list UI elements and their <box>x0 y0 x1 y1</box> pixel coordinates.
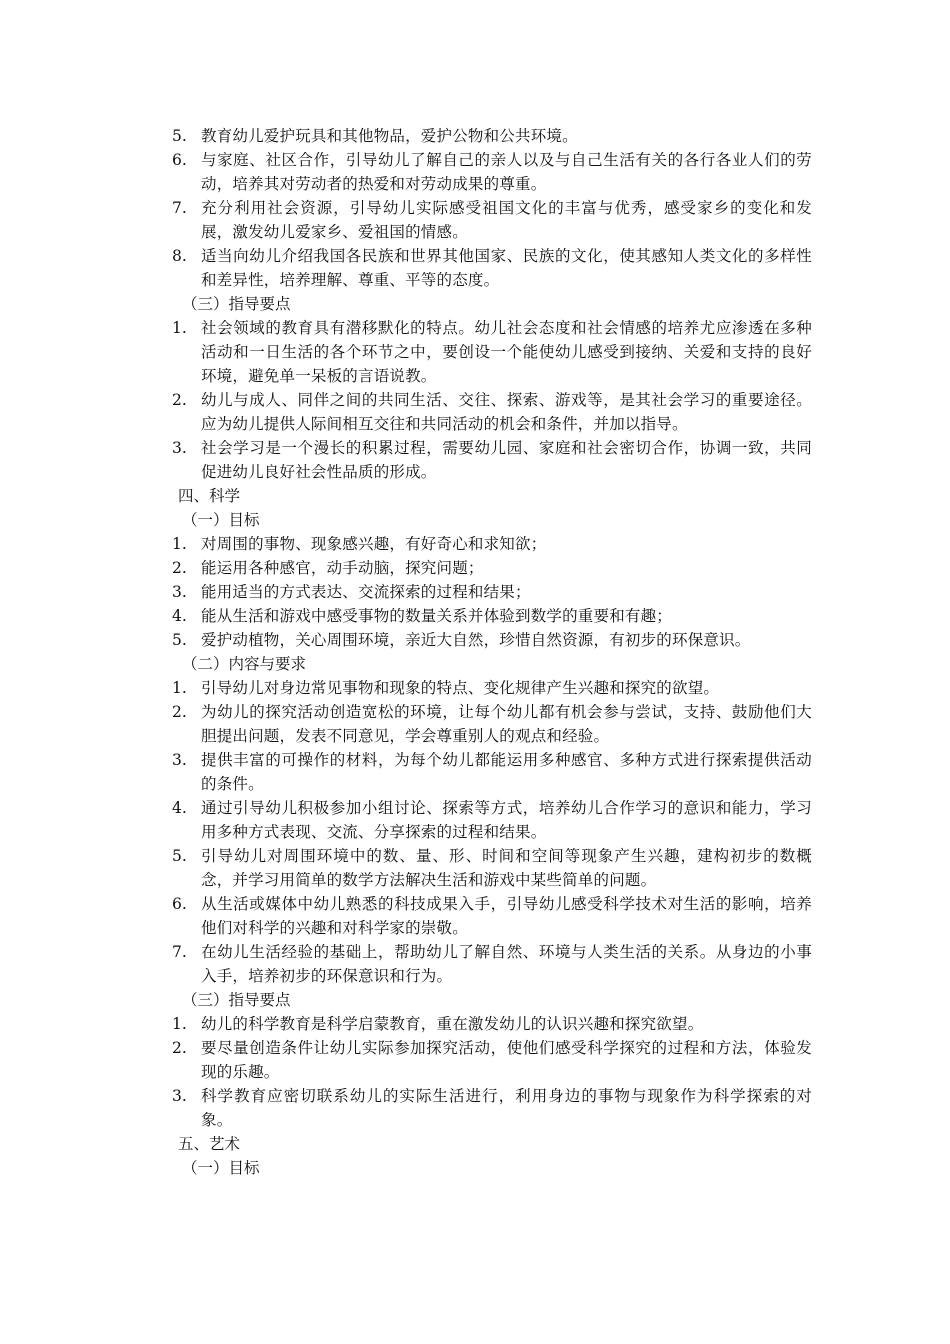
list-item-number: 3. <box>172 439 187 457</box>
list-item-text: 引导幼儿对周围环境中的数、量、形、时间和空间等现象产生兴趣，建构初步的数概念，并学习用简单的数学方法解决生活和游戏中某些简单的问题。 <box>201 847 812 889</box>
list-item-number: 6. <box>172 895 187 913</box>
list-item <box>172 796 812 844</box>
list-item-text: 提供丰富的可操作的材料，为每个幼儿都能运用多种感官、多种方式进行探索提供活动的条件。 <box>201 751 812 793</box>
subsection-heading: （二）内容与要求 <box>182 655 307 673</box>
list-item-number: 5. <box>172 847 187 865</box>
list-item <box>172 316 812 388</box>
list-item-number: 5. <box>172 127 187 145</box>
list-item <box>172 1084 812 1132</box>
list-item <box>172 580 812 604</box>
list-item <box>172 1012 812 1036</box>
list-item-text: 通过引导幼儿积极参加小组讨论、探索等方式，培养幼儿合作学习的意识和能力，学习用多种方式表现、交流、分享探索的过程和结果。 <box>201 799 812 841</box>
section-heading: 四、科学 <box>178 487 241 505</box>
list-item-text: 教育幼儿爱护玩具和其他物品，爱护公物和公共环境。 <box>201 127 578 145</box>
subsection-heading: （一）目标 <box>182 511 260 529</box>
list-item <box>172 604 812 628</box>
list-item-number: 2. <box>172 391 187 409</box>
list-item-number: 1. <box>172 319 187 337</box>
list-item-number: 6. <box>172 151 187 169</box>
section-heading: 五、艺术 <box>178 1135 241 1153</box>
list-item-number: 1. <box>172 1015 187 1033</box>
list-item-text: 充分利用社会资源，引导幼儿实际感受祖国文化的丰富与优秀，感受家乡的变化和发展，激发幼儿爱家乡、爱祖国的情感。 <box>201 199 812 241</box>
list-item <box>172 700 812 748</box>
subsection-heading: （一）目标 <box>182 1159 260 1177</box>
list-item-number: 3. <box>172 1087 187 1105</box>
list-item-number: 8. <box>172 247 187 265</box>
list-item-text: 从生活或媒体中幼儿熟悉的科技成果入手，引导幼儿感受科学技术对生活的影响，培养他们对科学的兴趣和对科学家的崇敬。 <box>201 895 812 937</box>
list-item-text: 幼儿与成人、同伴之间的共同生活、交往、探索、游戏等，是其社会学习的重要途径。应为幼儿提供人际间相互交往和共同活动的机会和条件，并加以指导。 <box>201 391 812 433</box>
list-item <box>172 124 812 148</box>
list-item-number: 2. <box>172 703 187 721</box>
list-item <box>172 748 812 796</box>
list-item <box>172 436 812 484</box>
list-item-number: 5. <box>172 631 187 649</box>
list-item-text: 为幼儿的探究活动创造宽松的环境，让每个幼儿都有机会参与尝试，支持、鼓励他们大胆提出问题，发表不同意见，学会尊重别人的观点和经验。 <box>201 703 812 745</box>
list-item <box>172 676 812 700</box>
list-item-text: 社会学习是一个漫长的积累过程，需要幼儿园、家庭和社会密切合作，协调一致，共同促进幼儿良好社会性品质的形成。 <box>201 439 812 481</box>
list-item-text: 能运用各种感官，动手动脑，探究问题； <box>201 559 484 577</box>
list-item-text: 在幼儿生活经验的基础上，帮助幼儿了解自然、环境与人类生活的关系。从身边的小事入手，培养初步的环保意识和行为。 <box>201 943 812 985</box>
list-item-number: 2. <box>172 1039 187 1057</box>
subsection-heading: （三）指导要点 <box>182 295 291 313</box>
list-item-text: 爱护动植物，关心周围环境，亲近大自然，珍惜自然资源，有初步的环保意识。 <box>201 631 751 649</box>
list-item <box>172 556 812 580</box>
list-item-number: 1. <box>172 679 187 697</box>
list-item-number: 7. <box>172 943 187 961</box>
list-item-text: 幼儿的科学教育是科学启蒙教育，重在激发幼儿的认识兴趣和探究欲望。 <box>201 1015 704 1033</box>
list-item <box>172 148 812 196</box>
list-item <box>172 628 812 652</box>
list-item-text: 与家庭、社区合作，引导幼儿了解自己的亲人以及与自己生活有关的各行各业人们的劳动，培养其对劳动者的热爱和对劳动成果的尊重。 <box>201 151 812 193</box>
list-item-text: 引导幼儿对身边常见事物和现象的特点、变化规律产生兴趣和探究的欲望。 <box>201 679 720 697</box>
list-item <box>172 892 812 940</box>
list-item-text: 科学教育应密切联系幼儿的实际生活进行，利用身边的事物与现象作为科学探索的对象。 <box>201 1087 812 1129</box>
list-item-number: 3. <box>172 583 187 601</box>
list-item-text: 社会领域的教育具有潜移默化的特点。幼儿社会态度和社会情感的培养尤应渗透在多种活动和一日生活的各个环节之中，要创设一个能使幼儿感受到接纳、关爱和支持的良好环境，避免单一呆板的言语说教。 <box>201 319 812 385</box>
list-item-number: 2. <box>172 559 187 577</box>
list-item-text: 能从生活和游戏中感受事物的数量关系并体验到数学的重要和有趣； <box>201 607 673 625</box>
list-item <box>172 844 812 892</box>
list-item-text: 要尽量创造条件让幼儿实际参加探究活动，使他们感受科学探究的过程和方法，体验发现的乐趣。 <box>201 1039 812 1081</box>
subsection-heading: （三）指导要点 <box>182 991 291 1009</box>
list-item <box>172 388 812 436</box>
list-item <box>172 940 812 988</box>
document-body <box>172 124 812 1180</box>
list-item-text: 适当向幼儿介绍我国各民族和世界其他国家、民族的文化，使其感知人类文化的多样性和差异性，培养理解、尊重、平等的态度。 <box>201 247 812 289</box>
list-item <box>172 196 812 244</box>
list-item <box>172 1036 812 1084</box>
list-item-number: 4. <box>172 799 187 817</box>
list-item-number: 7. <box>172 199 187 217</box>
list-item <box>172 532 812 556</box>
list-item-number: 4. <box>172 607 187 625</box>
list-item-text: 能用适当的方式表达、交流探索的过程和结果； <box>201 583 531 601</box>
list-item-text: 对周围的事物、现象感兴趣，有好奇心和求知欲； <box>201 535 547 553</box>
list-item-number: 1. <box>172 535 187 553</box>
list-item-number: 3. <box>172 751 187 769</box>
list-item <box>172 244 812 292</box>
